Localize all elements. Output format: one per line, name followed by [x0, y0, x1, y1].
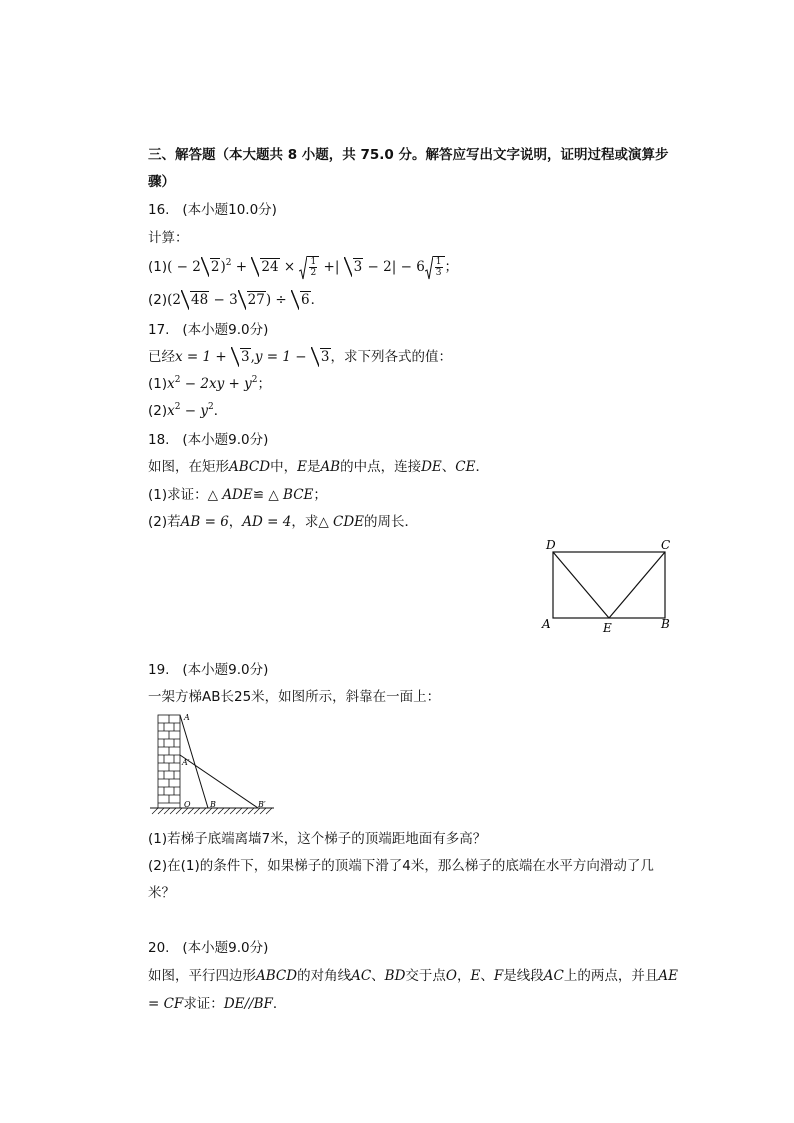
- q17-part2: $(2)x^2 - y^2$．: [148, 402, 228, 419]
- label-e: E: [603, 621, 612, 635]
- q16-number: 16.: [148, 202, 170, 218]
- q16-part2: (2)(2 48 − 3 27) ÷ 6．: [148, 292, 325, 308]
- q20-points: (本小题9.0分): [182, 940, 269, 956]
- q19-ladder-figure: [146, 710, 276, 816]
- rectangle-abcd: [553, 552, 665, 618]
- q16-header: [148, 200, 277, 220]
- q20-stem-line1: 如图，平行四边形ABCD的对角线AC、BD交于点O，E、F是线段AC上的两点，并且AE: [148, 968, 678, 984]
- q17-part1: $(1)x^2 - 2xy + y^2$；: [148, 375, 271, 392]
- q17-prompt: 已经x = 1 + 3,y = 1 − 3，求下列各式的值：: [148, 349, 452, 365]
- q16-points: (本小题10.0分): [182, 202, 277, 218]
- q20-header: [148, 938, 268, 958]
- q18-part2: (2)若AB = 6，AD = 4，求△ CDE的周长．: [148, 514, 419, 530]
- q18-part1: (1)求证：△ ADE≌ △ BCE；: [148, 487, 327, 503]
- label-o: O: [184, 800, 191, 809]
- q19-part2-line2: 米？: [148, 885, 175, 901]
- q16-part1: (1)( − 2 2)$^2$ + 24 × $\frac{1}{2}$ +| 3 − 2| − 6 $\frac{1}{3}$ ；: [148, 257, 459, 278]
- q17-points: (本小题9.0分): [182, 322, 269, 338]
- q19-part1: (1)若梯子底端离墙7米，这个梯子的顶端距地面有多高？: [148, 831, 487, 847]
- q18-points: (本小题9.0分): [182, 432, 269, 448]
- q20-number: 20.: [148, 940, 170, 956]
- label-b: B: [661, 617, 670, 631]
- label-d: D: [546, 538, 556, 552]
- q18-stem: 如图，在矩形ABCD中，E是AB的中点，连接DE、CE．: [148, 459, 489, 475]
- label-a: A: [184, 713, 190, 722]
- q17-number: 17.: [148, 322, 170, 338]
- q18-rectangle-figure: [536, 535, 676, 635]
- brick-wall: [158, 715, 180, 808]
- q19-stem: 一架方梯AB长25米，如图所示，斜靠在一面上：: [148, 689, 441, 705]
- label-b: B: [210, 800, 216, 809]
- q18-header: [148, 430, 268, 450]
- q19-part2-line1: (2)在(1)的条件下，如果梯子的顶端下滑了4米，那么梯子的底端在水平方向滑动了几: [148, 858, 654, 874]
- sqrt-half: $\frac{1}{2}$: [299, 256, 319, 278]
- section-title-line1: 三、解答题（本大题共 8 小题，共 75.0 分。解答应写出文字说明，证明过程或演算步: [148, 147, 669, 163]
- label-a-prime: A′: [182, 758, 190, 767]
- label-c: C: [661, 538, 671, 552]
- q18-number: 18.: [148, 432, 170, 448]
- q19-header: [148, 660, 268, 680]
- q16-prompt: 计算：: [148, 230, 189, 246]
- q19-points: (本小题9.0分): [182, 662, 269, 678]
- segment-ce: [609, 552, 665, 618]
- sqrt-third: $\frac{1}{3}$: [425, 256, 445, 278]
- segment-de: [553, 552, 609, 618]
- q19-number: 19.: [148, 662, 170, 678]
- label-a: A: [542, 617, 551, 631]
- q20-stem-line2: = CF求证：DE//BF．: [148, 996, 287, 1012]
- label-b-prime: B′: [258, 800, 266, 809]
- ladder-a-prime-b-prime: [180, 755, 258, 808]
- section-title-line2: 骤）: [148, 174, 175, 190]
- q17-header: [148, 320, 268, 340]
